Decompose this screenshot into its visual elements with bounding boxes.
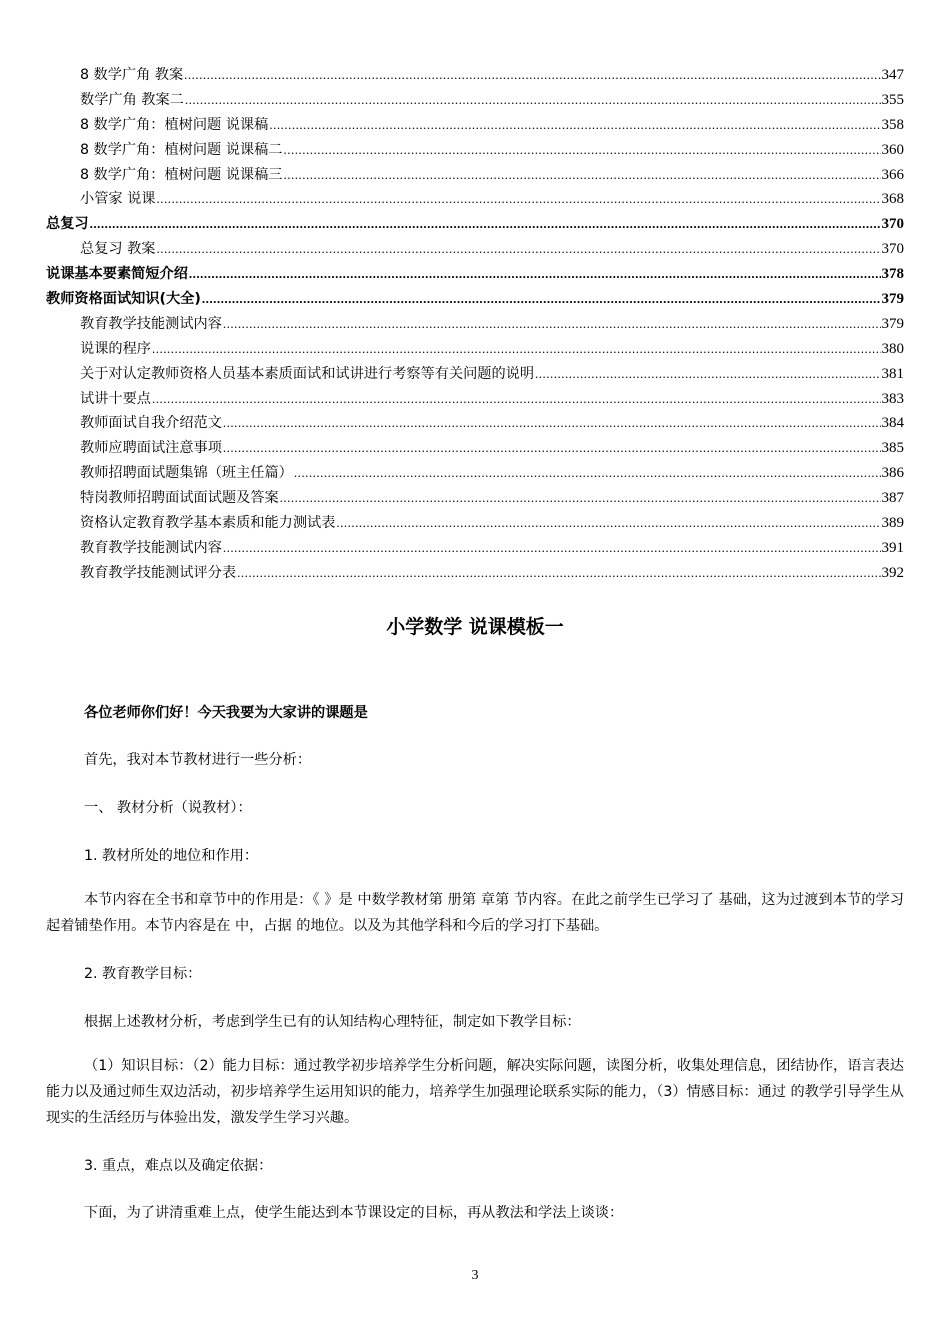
item-heading-1: 1. 教材所处的地位和作用： (84, 848, 259, 864)
toc-leader-dots (152, 341, 881, 357)
toc-entry-title: 教师应聘面试注意事项 (80, 440, 222, 457)
paragraph-goals: （1）知识目标：（2）能力目标：通过教学初步培养学生分析问题，解决实际问题，读图分析，收集处理信息，团结协作，语言表达能力以及通过师生双边活动，初步培养学生运用知识的能力，培养学生加强理论联系实际的能力，（3）情感目标：通过 的教学引导学生从现实的生活经历与体验出发，激发学生学习兴趣。 (46, 1058, 904, 1126)
toc-entry-title: 教师面试自我介绍范文 (80, 415, 222, 432)
toc-entry-page: 381 (881, 365, 904, 382)
toc-entry-title: 总复习 教案 (80, 241, 156, 258)
toc-leader-dots (156, 191, 880, 207)
toc-leader-dots (535, 366, 880, 382)
toc-entry-page: 358 (881, 116, 904, 133)
toc-entry-title: 资格认定教育教学基本素质和能力测试表 (80, 515, 336, 532)
toc-entry-page: 370 (881, 241, 904, 258)
toc-entry[interactable] (46, 537, 904, 562)
toc-entry[interactable] (46, 338, 904, 363)
toc-entry-title: 说课基本要素简短介绍 (46, 266, 188, 283)
toc-entry-page: 360 (881, 141, 904, 158)
toc-entry-title: 8 数学广角：植树问题 说课稿 (80, 116, 269, 133)
toc-entry-page: 370 (881, 216, 904, 233)
toc-entry-title: 教育教学技能测试评分表 (80, 564, 237, 581)
toc-leader-dots (185, 92, 881, 108)
page-number: 3 (471, 1268, 479, 1283)
toc-leader-dots (156, 241, 880, 257)
toc-entry-page: 392 (881, 564, 904, 581)
toc-entry[interactable] (46, 164, 904, 189)
toc-entry-title: 教师招聘面试题集锦（班主任篇） (80, 465, 293, 482)
toc-leader-dots (152, 391, 881, 407)
toc-entry[interactable] (46, 288, 904, 313)
toc-entry[interactable] (46, 263, 904, 288)
toc-entry-page: 386 (881, 465, 904, 482)
toc-entry-title: 说课的程序 (80, 340, 151, 357)
toc-leader-dots (284, 142, 881, 158)
toc-leader-dots (90, 216, 881, 232)
toc-entry-title: 8 数学广角：植树问题 说课稿二 (80, 141, 283, 158)
toc-entry-page: 383 (881, 390, 904, 407)
toc-leader-dots (294, 465, 881, 481)
toc-leader-dots (237, 565, 880, 581)
table-of-contents (46, 64, 904, 587)
toc-entry[interactable] (46, 213, 904, 238)
toc-entry-title: 总复习 (46, 216, 89, 233)
toc-entry[interactable] (46, 114, 904, 139)
paragraph-goals-intro: 根据上述教材分析，考虑到学生已有的认知结构心理特征，制定如下教学目标： (84, 1014, 581, 1030)
toc-entry-title: 特岗教师招聘面试面试题及答案 (80, 490, 279, 507)
toc-entry[interactable] (46, 512, 904, 537)
toc-entry-page: 389 (881, 515, 904, 532)
toc-entry-page: 379 (881, 315, 904, 332)
toc-entry[interactable] (46, 363, 904, 388)
toc-leader-dots (223, 415, 881, 431)
toc-entry[interactable] (46, 462, 904, 487)
intro-paragraph: 首先，我对本节教材进行一些分析： (84, 752, 312, 768)
toc-leader-dots (280, 490, 881, 506)
toc-entry-page: 391 (881, 539, 904, 556)
toc-leader-dots (223, 440, 881, 456)
toc-entry-page: 355 (881, 91, 904, 108)
toc-leader-dots (336, 515, 880, 531)
toc-entry-title: 教师资格面试知识(大全) (46, 291, 201, 308)
toc-leader-dots (223, 316, 881, 332)
toc-entry-page: 378 (881, 266, 904, 283)
toc-leader-dots (223, 540, 881, 556)
toc-entry[interactable] (46, 487, 904, 512)
toc-leader-dots (284, 167, 881, 183)
toc-entry-page: 368 (881, 191, 904, 208)
toc-entry[interactable] (46, 64, 904, 89)
greeting-paragraph: 各位老师你们好！今天我要为大家讲的课题是 (84, 705, 368, 721)
toc-leader-dots (269, 117, 880, 133)
toc-entry[interactable] (46, 412, 904, 437)
toc-leader-dots (202, 291, 881, 307)
toc-entry-title: 教育教学技能测试内容 (80, 315, 222, 332)
toc-entry-title: 8 数学广角 教案 (80, 67, 184, 83)
paragraph-material-role: 本节内容在全书和章节中的作用是：《 》是 中数学教材第 册第 章第 节内容。在此之前学生已学习了 基础，这为过渡到本节的学习起着铺垫作用。本节内容是在 中，占据 的地位。以及为其他学科和今后的学习打下基础。 (46, 892, 904, 934)
page-title: 小学数学 说课模板一 (386, 616, 564, 638)
item-heading-3: 3. 重点，难点以及确定依据： (84, 1158, 273, 1174)
toc-entry-title: 关于对认定教师资格人员基本素质面试和试讲进行考察等有关问题的说明 (80, 365, 535, 382)
toc-entry-title: 小管家 说课 (80, 191, 156, 208)
toc-entry-page: 366 (881, 166, 904, 183)
toc-entry-title: 教育教学技能测试内容 (80, 539, 222, 556)
paragraph-methods: 下面，为了讲清重难上点，使学生能达到本节课设定的目标，再从教法和学法上谈谈： (84, 1205, 624, 1221)
toc-entry[interactable] (46, 139, 904, 164)
toc-entry[interactable] (46, 313, 904, 338)
toc-entry-title: 8 数学广角：植树问题 说课稿三 (80, 166, 283, 183)
toc-entry[interactable] (46, 238, 904, 263)
toc-entry-page: 379 (881, 291, 904, 308)
toc-entry-page: 380 (881, 340, 904, 357)
toc-entry[interactable] (46, 388, 904, 413)
toc-entry-page: 347 (881, 67, 904, 83)
toc-entry-title: 数学广角 教案二 (80, 91, 184, 108)
toc-entry[interactable] (46, 188, 904, 213)
toc-entry-page: 387 (881, 490, 904, 507)
toc-entry[interactable] (46, 437, 904, 462)
toc-entry-page: 384 (881, 415, 904, 432)
toc-leader-dots (189, 266, 881, 282)
toc-entry[interactable] (46, 89, 904, 114)
toc-entry[interactable] (46, 562, 904, 587)
item-heading-2: 2. 教育教学目标： (84, 966, 202, 982)
toc-entry-page: 385 (881, 440, 904, 457)
section-heading: 一、 教材分析（说教材）： (84, 800, 252, 816)
toc-leader-dots (184, 67, 880, 83)
toc-entry-title: 试讲十要点 (80, 390, 151, 407)
